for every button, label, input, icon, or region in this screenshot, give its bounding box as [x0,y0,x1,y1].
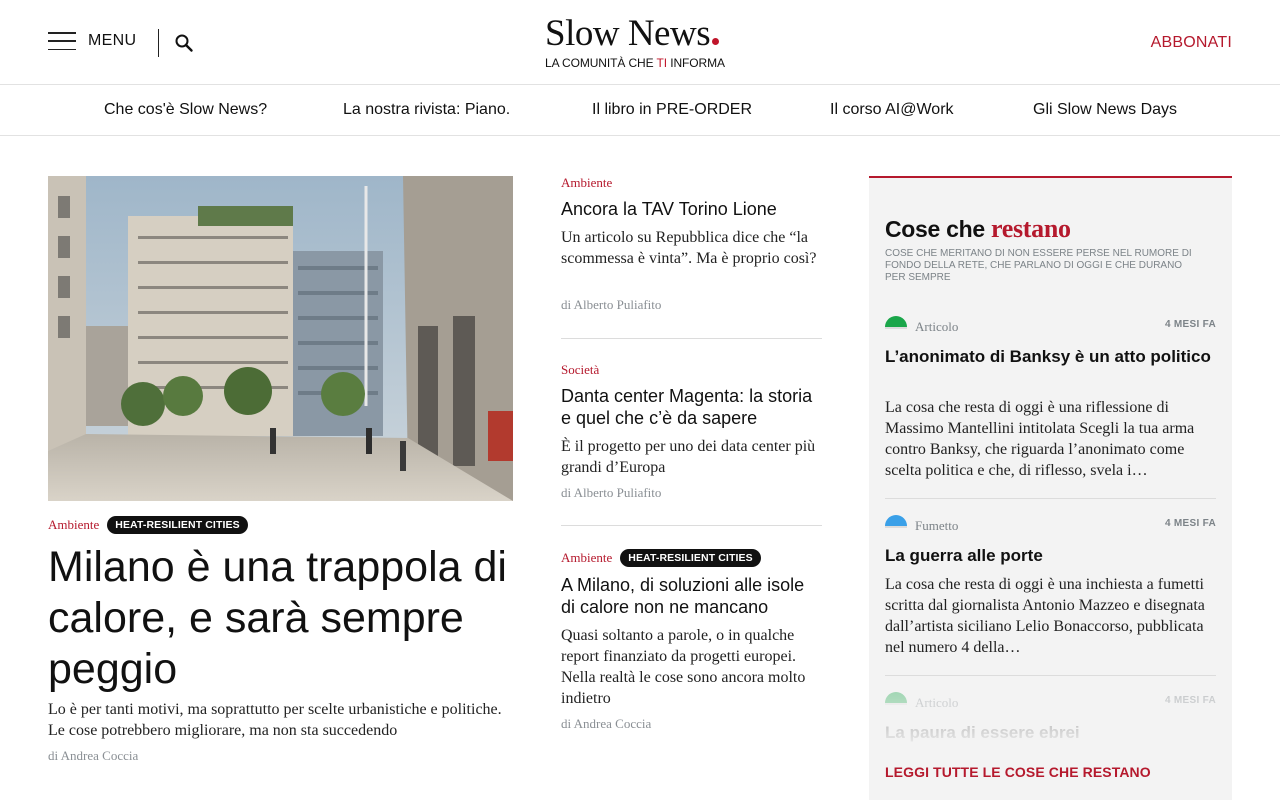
mid-2-byline: di Alberto Puliafito [561,485,662,500]
sidebar-item-2-title[interactable]: La guerra alle porte [885,546,1043,565]
mid-2-tags [561,362,599,378]
hero-badge[interactable]: HEAT-RESILIENT CITIES [107,516,247,534]
header-divider [158,29,159,57]
hero-excerpt: Lo è per tanti motivi, ma soprattutto per scelte urbanistiche e politiche. Le cose potrebbero migliorare, ma non sta succedendo [48,701,502,739]
main-nav [0,86,1280,136]
sidebar-item-2-kind: Fumetto [915,518,959,533]
mid-3-author[interactable]: Andrea Coccia [573,716,652,731]
sidebar-item-1-ago: 4 MESI FA [1164,319,1216,330]
hero-tags [48,516,248,534]
sidebar-divider-1 [885,498,1216,499]
green-half-circle-icon [885,316,907,336]
mid-3-excerpt: Quasi soltanto a parole, o in qualche report finanziato da progetti europei. Nella realtà le cose sono ancora molto indietro [561,627,806,707]
mid-divider-2 [561,525,822,526]
nav-item-course[interactable]: Il corso AI@Work [830,101,954,118]
nav-item-book[interactable]: Il libro in PRE-ORDER [592,101,753,118]
menu-button[interactable] [48,32,136,50]
sidebar-fade-overlay [869,678,1232,798]
mid-1-byline: di Alberto Puliafito [561,297,662,312]
logo-dot [712,38,719,45]
mid-3-category[interactable]: Ambiente [561,550,613,565]
menu-label: MENU [88,32,137,49]
sidebar-item-1-excerpt: La cosa che resta di oggi è una riflessione di Massimo Mantellini intitolata Scegli la tua arma contro Banksy, che riguarda l’anonimato come scelta politica e che, di riflesso, svela i… [885,399,1195,479]
mid-2-title[interactable]: Danta center Magenta: la storia e quel che c’è da sapere [561,386,813,428]
site-header [0,0,1280,85]
logo-tagline: LA COMUNITÀ CHE TI INFORMA [545,56,725,70]
mid-1-author[interactable]: Alberto Puliafito [573,297,662,312]
sidebar-item-2-meta [885,515,1216,535]
sidebar-item-1-meta [885,316,1216,336]
mid-3-tags [561,549,761,567]
subscribe-link[interactable]: ABBONATI [1150,34,1232,51]
blue-half-circle-icon [885,515,907,535]
hero-category[interactable]: Ambiente [48,517,100,532]
mid-1-excerpt: Un articolo su Repubblica dice che “la scommessa è vinta”. Ma è proprio così? [561,229,817,267]
sidebar-item-1-kind: Articolo [915,319,959,334]
nav-item-magazine[interactable]: La nostra rivista: Piano. [343,101,511,118]
hero-author[interactable]: Andrea Coccia [60,748,139,763]
sidebar-subtitle: COSE CHE MERITANO DI NON ESSERE PERSE NEL RUMORE DI FONDO DELLA RETE, CHE PARLANO DI OGGI E CHE DURANO PER SEMPRE [885,248,1192,283]
mid-2-excerpt: È il progetto per uno dei data center più grandi d’Europa [561,438,816,476]
logo-title: Slow News [545,14,745,54]
nav-item-days[interactable]: Gli Slow News Days [1033,101,1178,118]
mid-2-author[interactable]: Alberto Puliafito [573,485,662,500]
sidebar-cose-che-restano [869,176,1232,800]
mid-3-title[interactable]: A Milano, di soluzioni alle isole di calore non ne mancano [561,575,805,617]
site-logo[interactable] [545,14,745,70]
sidebar-divider-2 [885,675,1216,676]
search-button[interactable] [174,33,194,53]
sidebar-title: Cose che restano [885,214,1071,243]
sidebar-item-1-title[interactable]: L’anonimato di Banksy è un atto politico [885,347,1211,366]
read-all-link[interactable]: LEGGI TUTTE LE COSE CHE RESTANO [885,764,1151,780]
nav-item-about[interactable]: Che cos'è Slow News? [104,101,268,118]
mid-3-byline: di Andrea Coccia [561,716,652,731]
hero-byline: di Andrea Coccia [48,748,139,763]
sidebar-item-2-excerpt: La cosa che resta di oggi è una inchiesta a fumetti scritta dal giornalista Antonio Mazzeo e disegnata dall’artista siciliano Lelio Bonaccorso, pubblicata nel numero 4 della… [885,576,1205,656]
mid-1-title[interactable]: Ancora la TAV Torino Lione [561,199,777,219]
hero-image[interactable] [48,176,513,501]
mid-2-category[interactable]: Società [561,362,600,377]
mid-divider-1 [561,338,822,339]
hamburger-icon [48,32,76,50]
mid-3-badge[interactable]: HEAT-RESILIENT CITIES [620,549,760,567]
hero-title[interactable]: Milano è una trappola di calore, e sarà sempre peggio [48,543,507,693]
sidebar-item-2-ago: 4 MESI FA [1164,518,1216,529]
mid-1-tags [561,175,612,191]
mid-1-category[interactable]: Ambiente [561,175,613,190]
search-icon [174,33,194,53]
